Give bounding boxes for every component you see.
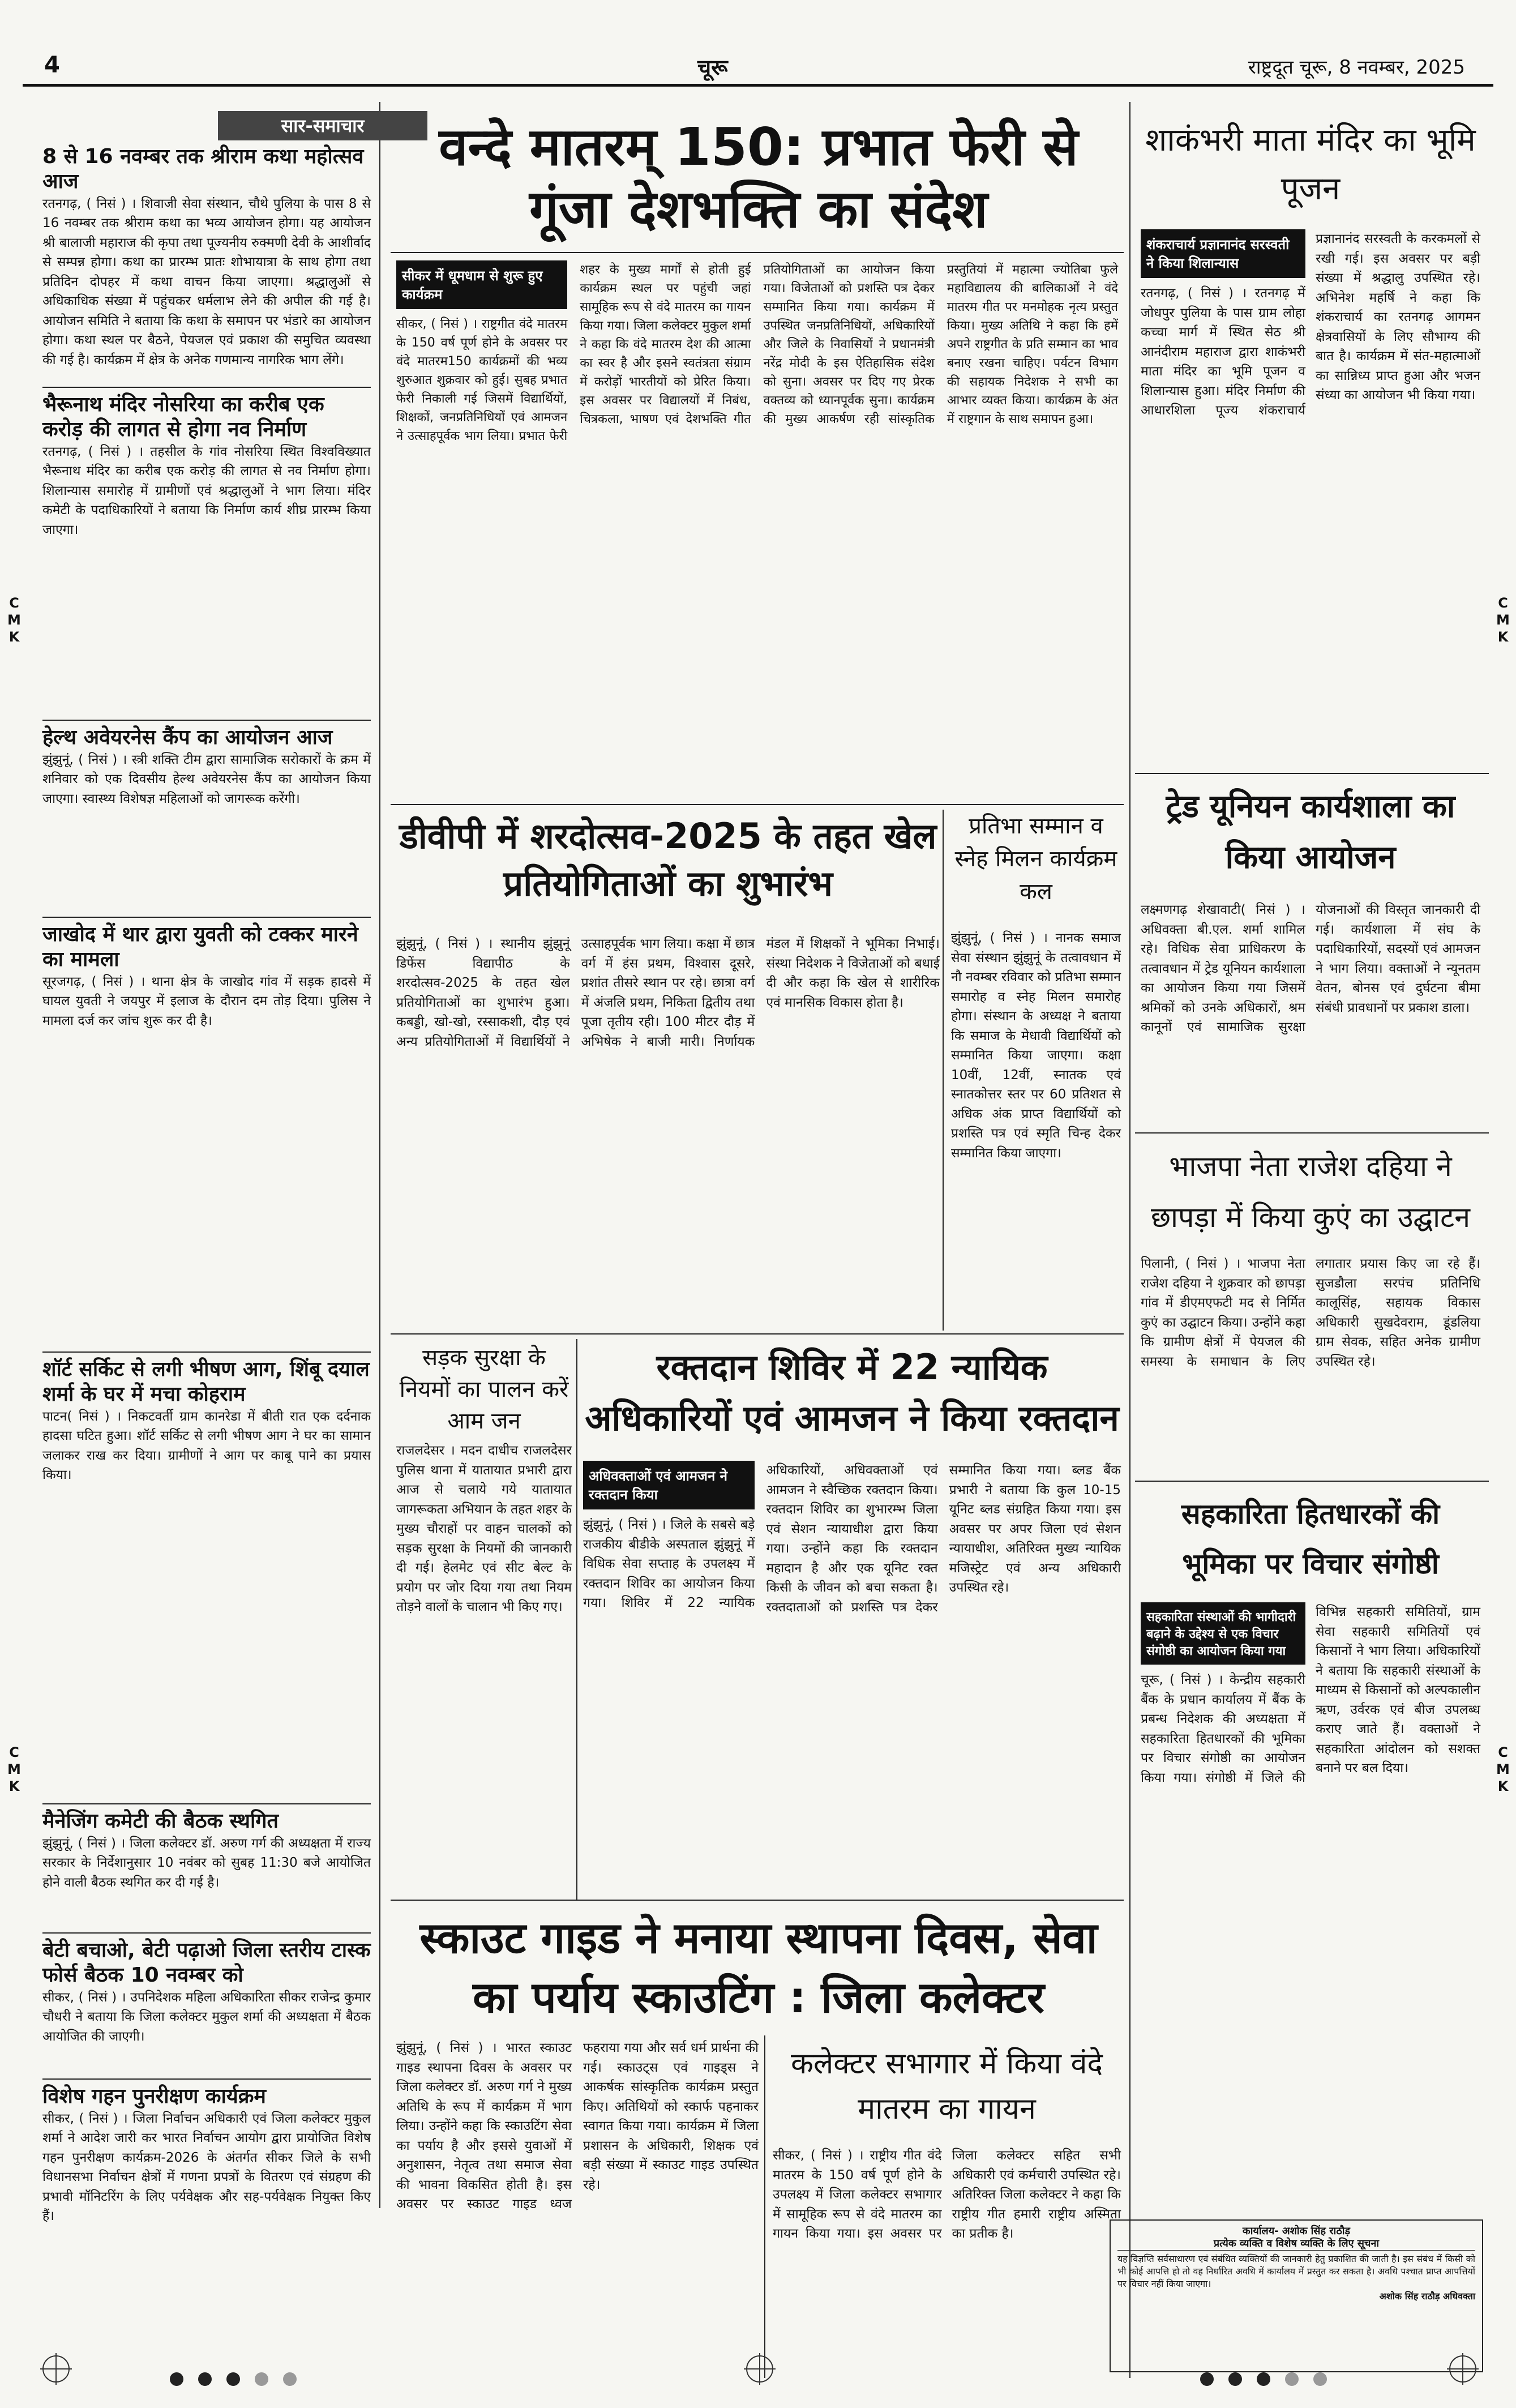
news-body: पाटन( निसं ) । निकटवर्ती ग्राम कानरेडा में बीती रात एक दर्दनाक हादसा घटित हुआ। शॉर्ट सर्किट से लगी भीषण आग ने घर का सामान जलाकर राख कर दिया। ग्रामीणों ने आग पर काबू पाने का प्रयास किया। — [42, 1409, 371, 1483]
sahakar-box-label: सहकारिता संस्थाओं की भागीदारी बढ़ाने के उद्देश्य से एक विचार संगोष्ठी का आयोजन किया गया — [1141, 1602, 1305, 1665]
dot — [283, 2372, 297, 2386]
news-body: झुंझुनूं, ( निसं ) । जिला कलेक्टर डॉ. अरुण गर्ग की अध्यक्षता में राज्य सरकार के निर्देशानुसार 10 नवंबर को सुबह 11:30 बजे आयोजित होने वाली बैठक स्थगित कर दी गई है। — [42, 1836, 371, 1890]
road-headline: सड़क सुरक्षा के नियमों का पालन करें आम जन — [399, 1345, 569, 1434]
divider — [42, 720, 371, 721]
divider — [1135, 773, 1489, 774]
dot — [1228, 2372, 1242, 2386]
bjp-body-wrap — [1141, 1254, 1480, 1475]
sahakar-body-wrap — [1141, 1602, 1480, 2208]
news-title: बेटी बचाओ, बेटी पढ़ाओ जिला स्तरीय टास्क फोर्स बैठक 10 नवम्बर को — [42, 1939, 371, 1987]
bjp-headline: भाजपा नेता राजेश दहिया ने छापड़ा में किया कुएं का उद्घाटन — [1150, 1150, 1471, 1234]
dot — [1257, 2372, 1270, 2386]
sidebar-item — [42, 725, 371, 912]
sidebar-item — [42, 2084, 371, 2248]
sidebar-item — [42, 1809, 371, 1928]
registration-mark — [1449, 2355, 1476, 2383]
dot — [170, 2372, 183, 2386]
scout-body: झुंझुनूं, ( निसं ) । भारत स्काउट गाइड स्थापना दिवस के अवसर पर जिला कलेक्टर डॉ. अरुण गर्ग ने मुख्य अतिथि के रूप में कार्यक्रम में भाग लिया। उन्होंने कहा कि स्काउटिंग सेवा का पर्याय है और इससे युवाओं में अनुशासन, नेतृत्व तथा समाज सेवा की भावना विकसित होती है। इस अवसर पर स्काउट गाइड ध्वज फहराया गया और सर्व धर्म प्रार्थना की गई। स्काउट्स एवं गाइड्स ने आकर्षक सांस्कृतिक कार्यक्रम प्रस्तुत किए। अतिथियों को स्कार्फ पहनाकर स्वागत किया गया। कार्यक्रम में जिला प्रशासन के अधिकारी, शिक्षक एवं बड़ी संख्या में स्काउट गाइड उपस्थित रहे। — [396, 2041, 759, 2212]
divider — [391, 1333, 1124, 1335]
pratibha-headline: प्रतिभा सम्मान व स्नेह मिलन कार्यक्रम कल — [954, 813, 1117, 905]
imprint-box — [1110, 2219, 1483, 2372]
blood-box-label: अधिवक्ताओं एवं आमजन ने रक्तदान किया — [583, 1461, 755, 1509]
news-title: जाखोद में थार द्वारा युवती को टक्कर मारने का मामला — [42, 923, 358, 971]
column-divider — [943, 810, 944, 1331]
scout-headline: स्काउट गाइड ने मनाया स्थापना दिवस, सेवा का पर्याय स्काउटिंग : जिला कलेक्टर — [419, 1913, 1098, 2022]
color-dots-left — [170, 2372, 297, 2386]
divider — [42, 917, 371, 918]
trade-body: लक्ष्मणगढ़ शेखावाटी( निसं ) । अधिवक्ता बी.एल. शर्मा शामिल रहे। विधिक सेवा प्राधिकरण के तत्वावधान में ट्रेड यूनियन कार्यशाला का आयोजन किया गया जिसमें श्रमिकों को उनके अधिकारों, श्रम कानूनों एवं सामाजिक सुरक्षा योजनाओं की विस्तृत जानकारी दी गई। कार्यशाला में संघ के पदाधिकारियों, सदस्यों एवं आमजन ने भाग लिया। वक्ताओं ने न्यूनतम वेतन, बोनस एवं दुर्घटना बीमा संबंधी प्रावधानों पर प्रकाश डाला। — [1141, 903, 1480, 1034]
registration-mark — [746, 2355, 773, 2383]
sidebar-item — [42, 392, 371, 715]
sidebar-item — [42, 922, 371, 1347]
lead-headline: वन्दे मातरम्‌ 150: प्रभात फेरी से गूंजा देशभक्ति का संदेश — [439, 117, 1078, 239]
dot — [1285, 2372, 1299, 2386]
lead-box-label: सीकर में धूमधाम से शुरू हुए कार्यक्रम — [396, 260, 567, 309]
imprint-line1: कार्यालय- अशोक सिंह राठौड़ — [1242, 2225, 1351, 2237]
column-divider — [576, 1339, 577, 1900]
dot — [1313, 2372, 1327, 2386]
column-divider — [379, 102, 380, 2208]
news-title: हेल्थ अवेयरनेस कैंप का आयोजन आज — [42, 726, 333, 749]
dvp-headline: डीवीपी में शरदोत्सव-2025 के तहत खेल प्रतियोगिताओं का शुभारंभ — [399, 815, 937, 904]
shakambhari-headline: शाकंभरी माता मंदिर का भूमि पूजन — [1145, 122, 1476, 207]
imprint-footer: अशोक सिंह राठौड़ अधिवक्ता — [1379, 2291, 1475, 2302]
pratibha-body: झुंझुनूं, ( निसं ) । नानक समाज सेवा संस्थान झुंझुनूं के तत्वावधान में नौ नवम्बर रविवार को प्रतिभा सम्मान समारोह व स्नेह मिलन समारोह होगा। संस्थान के अध्यक्ष ने बताया कि समाज के मेधावी विद्यार्थियों को सम्मानित किया जाएगा। कक्षा 10वीं, 12वीं, स्नातक एवं स्नातकोत्तर स्तर पर 60 प्रतिशत से अधिक अंक प्राप्त विद्यार्थियों को प्रशस्ति पत्र एवं स्मृति चिन्ह देकर सम्मानित किया जाएगा। — [951, 931, 1121, 1161]
section-name: चूरू — [697, 55, 728, 80]
news-body: झुंझुनूं, ( निसं ) । स्त्री शक्ति टीम द्वारा सामाजिक सरोकारों के क्रम में शनिवार को एक दिवसीय हेल्थ अवेयरनेस कैंप का आयोजन किया जाएगा। स्वास्थ्य विशेषज्ञ महिलाओं को जागरूक करेंगी। — [42, 752, 371, 806]
divider — [1135, 1481, 1489, 1482]
sidebar-item — [42, 1938, 371, 2074]
shakambhari-body-wrap — [1141, 229, 1480, 767]
page-number: 4 — [44, 52, 60, 78]
divider — [42, 387, 371, 388]
scout-body-wrap — [396, 2038, 759, 2378]
divider — [391, 804, 1124, 805]
trade-headline: ट्रेड यूनियन कार्यशाला का किया आयोजन — [1166, 788, 1455, 876]
sidebar-news-list — [42, 144, 371, 2224]
divider — [391, 252, 1124, 253]
news-body: सीकर, ( निसं ) । उपनिदेशक महिला अधिकारिता सीकर राजेन्द्र कुमार चौधरी ने बताया कि जिला कलेक्टर मुकुल शर्मा की अध्यक्षता में बैठक आयोजित की जाएगी। — [42, 1990, 371, 2044]
dot — [226, 2372, 240, 2386]
news-title: विशेष गहन पुनरीक्षण कार्यक्रम — [42, 2085, 266, 2108]
news-body: रतनगढ़, ( निसं ) । शिवाजी सेवा संस्थान, चौथे पुलिया के पास 8 से 16 नवम्बर तक श्रीराम कथा का भव्य आयोजन होगा। यह आयोजन श्री बालाजी महाराज की कृपा तथा पूज्यनीय रुक्मणी देवी के आशीर्वाद से सम्पन्न होगा। कथा का प्रारम्भ प्रातः शोभायात्रा के साथ होगा तथा प्रतिदिन दोपहर में कथा वाचन किया जाएगा। श्रद्धालुओं से अधिकाधिक संख्या में पहुंचकर धर्मलाभ लेने की अपील की गई है। आयोजन समिति ने बताया कि कथा के समापन पर भंडारे का आयोजन होगा। कथा स्थल पर बैठने, पेयजल एवं प्रकाश की समुचित व्यवस्था की गई है। कार्यक्रम में क्षेत्र के अनेक गणमान्य नागरिक भाग लेंगे। — [42, 196, 371, 367]
news-title: भैरूनाथ मंदिर नोसरिया का करीब एक करोड़ की लागत से होगा नव निर्माण — [42, 393, 324, 441]
column-divider — [764, 2035, 765, 2378]
divider — [1135, 1132, 1489, 1134]
blood-headline: रक्तदान शिविर में 22 न्यायिक अधिकारियों एवं आमजन ने किया रक्तदान — [585, 1346, 1119, 1439]
registration-mark — [42, 2355, 70, 2383]
divider — [42, 1803, 371, 1804]
color-dots-right — [1200, 2372, 1327, 2386]
bjp-body: पिलानी, ( निसं ) । भाजपा नेता राजेश दहिया ने शुक्रवार को छापड़ा गांव में डीएमएफटी मद से निर्मित कुएं का उद्घाटन किया। उन्होंने कहा कि ग्रामीण क्षेत्रों में पेयजल की समस्या के समाधान के लिए लगातार प्रयास किए जा रहे हैं। सुजडौला सरपंच प्रतिनिधि कालूसिंह, सहायक विकास अधिकारी सुखदेवराम, डूंडलिया ग्राम सेवक, सहित अनेक ग्रामीण उपस्थित रहे। — [1141, 1256, 1480, 1369]
collector-body-wrap — [773, 2146, 1121, 2378]
sidebar-item — [42, 144, 371, 382]
news-title: मैनेजिंग कमेटी की बैठक स्थगित — [42, 1810, 279, 1833]
cmyk-mark: C M K — [1496, 595, 1510, 645]
divider — [42, 1932, 371, 1934]
blood-body: झुंझुनूं, ( निसं ) । जिले के सबसे बड़े राजकीय बीडीके अस्पताल झुंझुनूं में विधिक सेवा सप्ताह के उपलक्ष्य में रक्तदान शिविर का आयोजन किया गया। शिविर में 22 न्यायिक अधिकारियों, अधिवक्ताओं एवं आमजन ने स्वैच्छिक रक्तदान किया। रक्तदान शिविर का शुभारम्भ जिला एवं सेशन न्यायाधीश द्वारा किया गया। उन्होंने कहा कि रक्तदान महादान है और एक यूनिट रक्त किसी के जीवन को बचा सकता है। रक्तदाताओं को प्रशस्ति पत्र देकर सम्मानित किया गया। ब्लड बैंक प्रभारी ने बताया कि कुल 10-15 यूनिट ब्लड संग्रहित किया गया। इस अवसर पर अपर जिला एवं सेशन न्यायाधीश, अतिरिक्त मुख्य न्यायिक मजिस्ट्रेट एवं अन्य अधिकारी उपस्थित रहे। — [583, 1463, 1121, 1615]
column-divider — [1129, 102, 1130, 2208]
imprint-line2: प्रत्येक व्यक्ति व विशेष व्यक्ति के लिए सूचना — [1117, 2238, 1475, 2251]
dot — [255, 2372, 268, 2386]
collector-headline: कलेक्टर सभागार में किया वंदे मातरम का गायन — [791, 2047, 1103, 2126]
news-body: सीकर, ( निसं ) । जिला निर्वाचन अधिकारी एवं जिला कलेक्टर मुकुल शर्मा ने आदेश जारी कर भारत निर्वाचन आयोग द्वारा प्रायोजित विशेष गहन पुनरीक्षण कार्यक्रम-2026 के अंतर्गत सीकर जिले के सभी विधानसभा निर्वाचन क्षेत्रों में गणना प्रपत्रों के वितरण एवं संग्रहण की प्रभावी मॉनिटरिंग के लिए पर्यवेक्षक और सह-पर्यवेक्षक नियुक्त किए हैं। — [42, 2111, 371, 2224]
divider — [42, 1351, 371, 1353]
lead-body: सीकर, ( निसं ) । राष्ट्रगीत वंदे मातरम के 150 वर्ष पूर्ण होने के अवसर पर वंदे मातरम150 कार्यक्रमों की भव्य शुरुआत शुक्रवार को हुई। सुबह प्रभात फेरी निकाली गई जिसमें विद्यार्थियों, शिक्षकों, जनप्रतिनिधियों एवं आमजन ने उत्साहपूर्वक भाग लिया। प्रभात फेरी शहर के मुख्य मार्गों से होती हुई कार्यक्रम स्थल पर पहुंची जहां सामूहिक रूप से वंदे मातरम का गायन किया गया। जिला कलेक्टर मुकुल शर्मा ने कहा कि वंदे मातरम देश की आत्मा का स्वर है और इसने स्वतंत्रता संग्राम में करोड़ों भारतीयों को प्रेरित किया। इस अवसर पर विद्यालयों में निबंध, चित्रकला, भाषण एवं देशभक्ति गीत प्रतियोगिताओं का आयोजन किया गया। विजेताओं को प्रशस्ति पत्र देकर सम्मानित किया गया। कार्यक्रम में उपस्थित जनप्रतिनिधियों, अधिकारियों और जिले के निवासियों ने प्रधानमंत्री नरेंद्र मोदी के इस ऐतिहासिक संदेश को सुना। अवसर पर दिए गए प्रेरक वक्तव्य को ध्यानपूर्वक सुना। कार्यक्रम की मुख्य आकर्षण रही सांस्कृतिक प्रस्तुतियां में महात्मा ज्योतिबा फुले महाविद्यालय की बालिकाओं ने वंदे मातरम गीत पर मनमोहक नृत्य प्रस्तुत किया। मुख्य अतिथि ने कहा कि हमें अपने राष्ट्रगीत के प्रति सम्मान का भाव बनाए रखना चाहिए। पर्यटन विभाग की सहायक निदेशक ने सभी का आभार व्यक्त किया। कार्यक्रम के अंत में राष्ट्रगान के साथ समापन हुआ। — [396, 263, 1118, 443]
collector-body: सीकर, ( निसं ) । राष्ट्रीय गीत वंदे मातरम के 150 वर्ष पूर्ण होने के उपलक्ष्य में जिला कलेक्टर सभागार में सामूहिक रूप से वंदे मातरम का गायन किया गया। इस अवसर पर जिला कलेक्टर सहित सभी अधिकारी एवं कर्मचारी उपस्थित रहे। अतिरिक्त जिला कलेक्टर ने कहा कि राष्ट्रीय गीत हमारी राष्ट्रीय अस्मिता का प्रतीक है। — [773, 2148, 1121, 2241]
cmyk-mark: C M K — [1496, 1744, 1510, 1794]
news-body: सूरजगढ़, ( निसं ) । थाना क्षेत्र के जाखोद गांव में सड़क हादसे में घायल युवती ने जयपुर में इलाज के दौरान दम तोड़ दिया। पुलिस ने मामला दर्ज कर जांच शुरू कर दी है। — [42, 974, 371, 1028]
sahakar-body: चूरू, ( निसं ) । केन्द्रीय सहकारी बैंक के प्रधान कार्यालय में बैंक के प्रबन्ध निदेशक की अध्यक्षता में सहकारिता हितधारकों की भूमिका पर विचार संगोष्ठी का आयोजन किया गया। संगोष्ठी में जिले की विभिन्न सहकारी समितियों, ग्राम सेवा सहकारी समितियों एवं किसानों ने भाग लिया। अधिकारियों ने बताया कि सहकारी संस्थाओं के माध्यम से किसानों को अल्पकालीन ऋण, उर्वरक एवं बीज उपलब्ध कराए जाते हैं। वक्ताओं ने सहकारिता आंदोलन को सशक्त बनाने पर बल दिया। — [1141, 1605, 1480, 1785]
dot — [198, 2372, 212, 2386]
cmyk-mark: C M K — [7, 1744, 21, 1794]
lead-body-wrap — [396, 260, 1118, 798]
trade-body-wrap — [1141, 900, 1480, 1127]
sidebar-label: सार-समाचार — [218, 111, 427, 140]
shakambhari-body: रतनगढ़, ( निसं ) । रतनगढ़ में जोधपुर पुलिया के पास ग्राम लोहा कच्चा मार्ग में स्थित सेठ श्री आनंदीराम महाराज द्वारा शाकंभरी माता मंदिर का भूमि पूजन व शिलान्यास हुआ। मंदिर निर्माण की आधारशिला पूज्य शंकराचार्य प्रज्ञानानंद सरस्वती के करकमलों से रखी गई। इस अवसर पर बड़ी संख्या में श्रद्धालु उपस्थित रहे। अभिनेश महर्षि ने कहा कि शंकराचार्य का रतनगढ़ आगमन क्षेत्रवासियों के लिए सौभाग्य की बात है। कार्यक्रम में संत-महात्माओं का सान्निध्य प्राप्त हुआ और भजन संध्या का आयोजन भी किया गया। — [1141, 232, 1480, 418]
divider — [391, 1900, 1124, 1901]
imprint-body: यह विज्ञप्ति सर्वसाधारण एवं संबंधित व्यक्तियों की जानकारी हेतु प्रकाशित की जाती है। इस संबंध में किसी को भी कोई आपत्ति हो तो वह निर्धारित अवधि में कार्यालय में प्रस्तुत कर सकता है। अवधि पश्चात प्राप्त आपत्तियों पर विचार नहीं किया जाएगा। — [1117, 2253, 1475, 2289]
blood-body-wrap — [583, 1461, 1121, 1897]
news-body: रतनगढ़, ( निसं ) । तहसील के गांव नोसरिया स्थित विश्वविख्यात भैरूनाथ मंदिर का करीब एक करोड़ की लागत से नव निर्माण होगा। शिलान्यास समारोह में ग्रामीणों एवं श्रद्धालुओं ने भाग लिया। मंदिर कमेटी के पदाधिकारियों ने बताया कि निर्माण कार्य शीघ्र प्रारम्भ किया जाएगा। — [42, 444, 371, 537]
sidebar-item — [42, 1357, 371, 1799]
sahakar-headline: सहकारिता हितधारकों की भूमिका पर विचार संगोष्ठी — [1181, 1498, 1440, 1580]
dvp-body: झुंझुनूं, ( निसं ) । स्थानीय झुंझुनूं डिफेंस विद्यापीठ के शरदोत्सव-2025 के तहत खेल प्रतियोगिताओं का शुभारंभ हुआ। कबड्डी, खो-खो, रस्साकशी, दौड़ एवं अन्य प्रतियोगिताओं में विद्यार्थियों ने उत्साहपूर्वक भाग लिया। कक्षा में छात्र वर्ग में हंस प्रथम, विश्वास दूसरे, प्रशांत तीसरे स्थान पर रहे। छात्रा वर्ग में अंजलि प्रथम, निकिता द्वितीय तथा पूजा तृतीय रही। 100 मीटर दौड़ में अभिषेक ने बाजी मारी। निर्णायक मंडल में शिक्षकों ने भूमिका निभाई। संस्था निदेशक ने विजेताओं को बधाई दी और कहा कि खेल से शारीरिक एवं मानसिक विकास होता है। — [396, 936, 940, 1049]
divider — [42, 2078, 371, 2080]
header-rule — [23, 84, 1493, 87]
shakambhari-box-label: शंकराचार्य प्रज्ञानानंद सरस्वती ने किया शिलान्यास — [1141, 229, 1305, 278]
dateline: राष्ट्रदूत चूरू, 8 नवम्बर, 2025 — [1248, 56, 1465, 79]
news-title: शॉर्ट सर्किट से लगी भीषण आग, शिंबू दयाल शर्मा के घर में मचा कोहराम — [42, 1358, 370, 1406]
cmyk-mark: C M K — [7, 595, 21, 645]
news-title: 8 से 16 नवम्बर तक श्रीराम कथा महोत्सव आज — [42, 145, 364, 193]
dot — [1200, 2372, 1214, 2386]
road-body: राजलदेसर । मदन दाधीच राजलदेसर पुलिस थाना में यातायात प्रभारी द्वारा आज से चलाये गये यातायात जागरूकता अभियान के तहत शहर के मुख्य चौराहों पर वाहन चालकों को सड़क सुरक्षा के नियमों की जानकारी दी गई। हेलमेट एवं सीट बेल्ट के प्रयोग पर जोर दिया गया तथा नियम तोड़ने वालों के चालान भी किए गए। — [396, 1443, 572, 1614]
dvp-body-wrap — [396, 934, 940, 1331]
